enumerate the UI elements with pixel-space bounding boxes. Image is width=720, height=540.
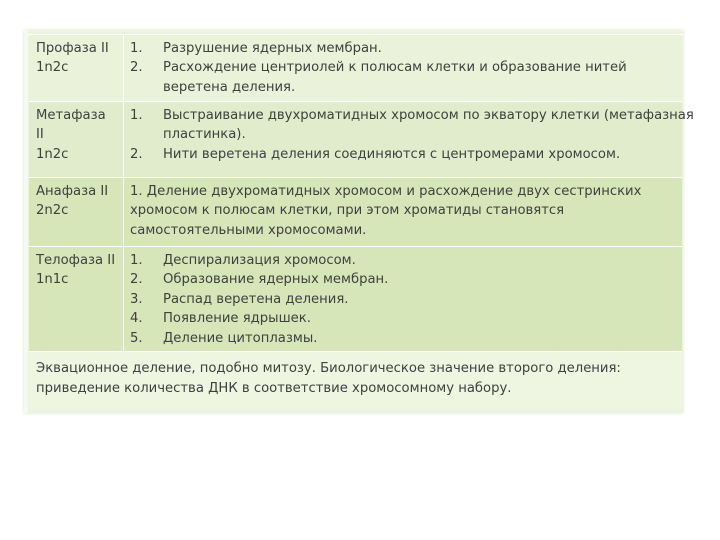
phase-cell [29,102,124,177]
phase-name: Анафаза II [36,184,109,199]
item-text: Разрушение ядерных мембран. [163,41,382,56]
item-text: Образование ядерных мембран. [163,272,389,287]
phase-cell [29,247,124,351]
phase-name: II [36,127,44,142]
table-row-anaphase [29,178,682,247]
item-number: 2. [130,147,143,162]
item-text: Расхождение центриолей к полюсам клетки и образование нитей [163,60,627,75]
item-number: 5. [130,331,143,346]
item-text: пластинка). [163,127,246,142]
item-text: Деление цитоплазмы. [163,331,318,346]
paragraph-line: хромосом к полюсам клетки, при этом хроматиды становятся [130,203,565,218]
item-text: Появление ядрышек. [163,311,311,326]
item-number: 1. [130,108,143,123]
slide-left-edge [24,30,28,413]
phase-name: Профаза II [36,41,109,56]
item-text: Деспирализация хромосом. [163,253,356,268]
phase-formula: 1n2c [36,60,69,75]
content-cell [124,102,694,177]
item-text: Распад веретена деления. [163,292,349,307]
table-row-telophase [29,247,682,352]
item-text: Выстраивание двухроматидных хромосом по экватору клетки (метафазная [163,108,694,123]
phase-cell [29,178,124,246]
item-text: веретена деления. [163,80,296,95]
item-number: 2. [130,272,143,287]
phase-name: Телофаза II [36,253,116,268]
table-row-metaphase [29,102,694,178]
summary-line: Эквационное деление, подобно митозу. Биологическое значение второго деления: [36,361,621,376]
phase-cell [29,35,124,101]
content-cell [124,178,682,246]
item-number: 1. [130,41,143,56]
content-cell [124,35,682,101]
paragraph-line: самостоятельными хромосомами. [130,223,367,238]
phase-formula: 2n2c [36,203,69,218]
paragraph-line: 1. Деление двухроматидных хромосом и расхождение двух сестринских [130,184,642,199]
phase-formula: 1n2c [36,147,69,162]
item-text: Нити веретена деления соединяются с центромерами хромосом. [163,147,621,162]
item-number: 3. [130,292,143,307]
summary-line: приведение количества ДНК в соответствие хромосомному набору. [36,381,512,396]
item-number: 2. [130,60,143,75]
table-row-summary [29,352,682,410]
content-cell [124,247,682,351]
item-number: 4. [130,311,143,326]
item-number: 1. [130,253,143,268]
table-row-prophase [29,35,682,102]
meiosis-table [28,34,694,396]
phase-formula: 1n1c [36,272,69,287]
phase-name: Метафаза [36,108,106,123]
